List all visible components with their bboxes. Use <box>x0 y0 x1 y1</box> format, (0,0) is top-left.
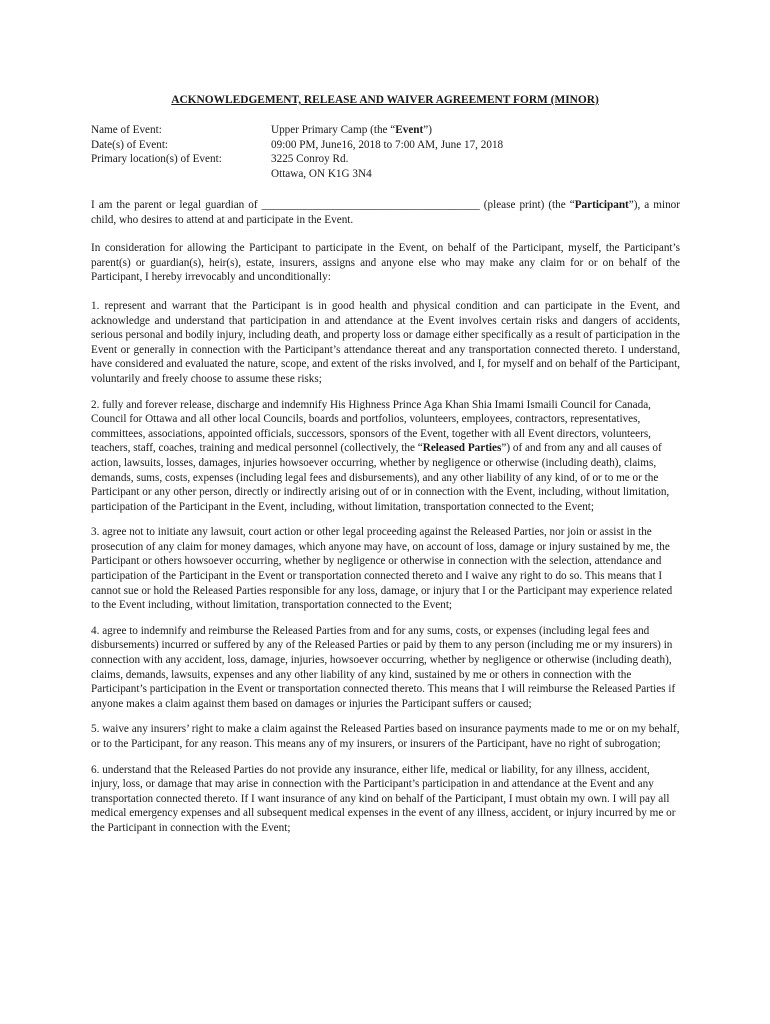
clause-6: 6. understand that the Released Parties do not provide any insurance, either life, medical or liability, for any illness, accident, injury, loss, or damage that may arise in connection with the Participant’s participation in and attendance at the Event and any transportation connected thereto. If I want insurance of any kind on behalf of the Participant, I must obtain my own. I will pay all medical emergency expenses and all subsequent medical expenses in the event of any illness, accident, or injury incurred by me or the Participant in connection with the Event; <box>91 763 676 834</box>
info-label <box>91 167 271 182</box>
info-value: Upper Primary Camp (the “Event”) <box>271 124 432 136</box>
clause-5: 5. waive any insurers’ right to make a claim against the Released Parties based on insurance payments made to me or on my behalf, or to the Participant, for any reason. This means any of my insurers, or insurers of the Participant, have no right of subrogation; <box>91 723 680 750</box>
event-info-row-dates <box>91 138 691 153</box>
info-value: Ottawa, ON K1G 3N4 <box>271 167 372 180</box>
event-info <box>91 123 691 181</box>
clause-2: 2. fully and forever release, discharge and indemnify His Highness Prince Aga Khan Shia Imami Ismaili Council for Canada, Council for Ottawa and all other local Councils, boards and portfolios, volunteers, employees, contractors, representatives, committees, associations, appointed officials, successors, sponsors of the Event, together with all Event directors, volunteers, teachers, staff, coaches, training and medical personnel (collectively, the “Released Parties”) of and from any and all causes of action, lawsuits, losses, damages, injuries howsoever occurring, whether by negligence or otherwise (including death), claims, demands, sums, costs, expenses (including legal fees and disbursements), and any other liability of any kind, of or to me or the Participant or any other person, directly or indirectly arising out of or in connection with the Event, including, without limitation, participation of the Participant in the Event, including, without limitation, transportation connected to the Event; <box>91 398 670 513</box>
intro-paragraph: In consideration for allowing the Participant to participate in the Event, on behalf of the Participant, myself, the Participant’s parent(s) or guardian(s), heir(s), estate, insurers, assigns and anyone else who may make any claim for or on behalf of the Participant, I hereby irrevocably and unconditionally: <box>91 242 680 284</box>
info-label: Date(s) of Event: <box>91 138 169 151</box>
info-label: Primary location(s) of Event: <box>91 153 222 166</box>
info-label: Name of Event: <box>91 124 162 136</box>
info-value: 3225 Conroy Rd. <box>271 153 349 166</box>
event-info-row-name <box>91 123 691 138</box>
guardian-paragraph: I am the parent or legal guardian of _______________________________________ (please print) (the “Participant”), a minor child, who desires to attend at and participate in the Event. <box>91 199 680 226</box>
info-value: 09:00 PM, June16, 2018 to 7:00 AM, June 17, 2018 <box>271 138 504 151</box>
document-body <box>91 198 680 847</box>
event-info-row-location <box>91 152 691 167</box>
clause-1: 1. represent and warrant that the Participant is in good health and physical condition and can participate in the Event, and acknowledge and understand that participation in and attendance at the Event involves certain risks and dangers of accidents, serious personal and bodily injury, including death, and property loss or damage either specifically as a result of participation in the Event or generally in connection with the Participant’s attendance thereat and any transportation connected thereto. I understand, have considered and evaluated the nature, scope, and extent of the risks involved, and I, for myself and on behalf of the Participant, voluntarily and freely choose to assume these risks; <box>91 299 680 385</box>
page-title: ACKNOWLEDGEMENT, RELEASE AND WAIVER AGREEMENT FORM (MINOR) <box>171 94 599 106</box>
event-info-row-location-2 <box>91 167 691 182</box>
clause-3: 3. agree not to initiate any lawsuit, court action or other legal proceeding against the Released Parties, nor join or assist in the prosecution of any claim for money damages, which anyone may have, on account of loss, damage or injury sustained by me, the Participant or others howsoever occurring, whether by negligence or otherwise in connection with the selection, attendance and participation of the Participant in the Event or transportation connected thereto and I waive any right to do so. This means that I cannot sue or hold the Released Parties responsible for any loss, damage, or injury that I or the Participant may experience related to the Event including, without limitation, transportation connected to the Event; <box>91 526 673 612</box>
clause-4: 4. agree to indemnify and reimburse the Released Parties from and for any sums, costs, or expenses (including legal fees and disbursements) incurred or suffered by any of the Released Parties or paid by them to any person (including me or my insurers) in connection with any accident, loss, damage, injuries, howsoever occurring, whether by negligence or otherwise (including death), claims, demands, lawsuits, expenses and any other liability of any kind, sustained by me or others in connection with the Participant’s participation in the Event or transportation connected thereto. This means that I will reimburse the Released Parties if anyone makes a claim against them based on damages or injuries the Participant suffers or caused; <box>91 624 676 710</box>
